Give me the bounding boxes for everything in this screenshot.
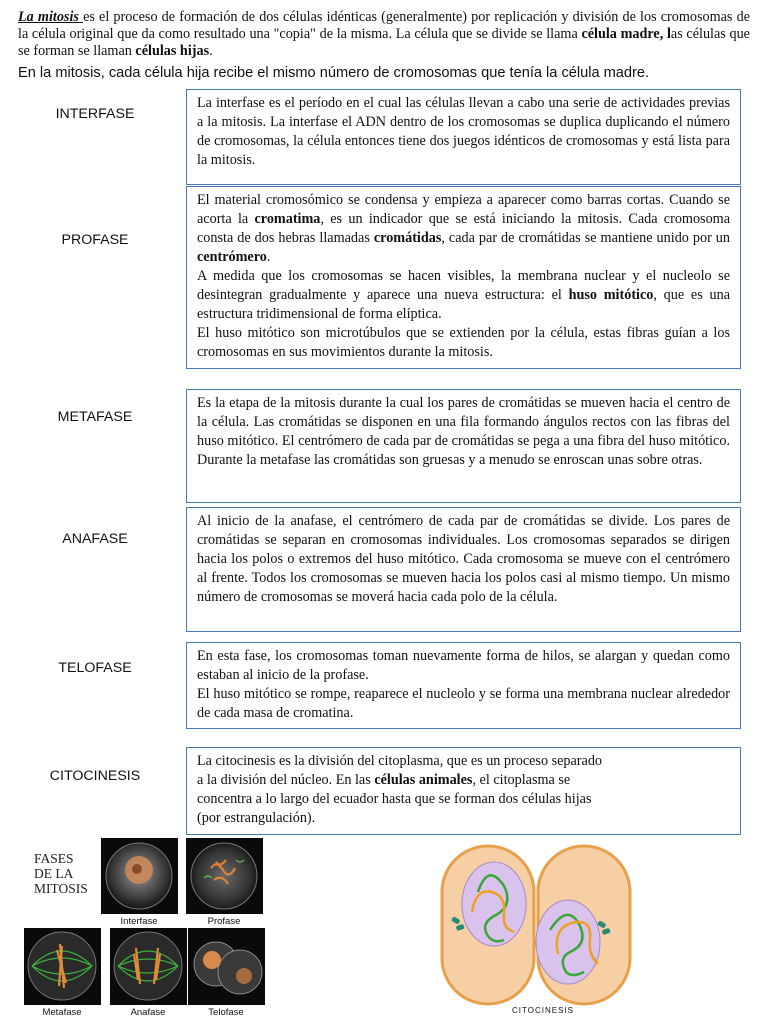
- cytokinesis-caption: CITOCINESIS: [512, 1006, 574, 1015]
- micrograph-telofase: [188, 928, 265, 1005]
- caption-profase: Profase: [207, 916, 241, 927]
- profase-bold-centromero: centrómero: [197, 249, 267, 265]
- profase-text-1: El material cromosómico se condensa y empieza a aparecer como barras cortas. Cuando se acorta la: [197, 192, 730, 227]
- citocinesis-text-2c: , el citoplasma se: [472, 772, 571, 788]
- telofase-para-2: El huso mitótico se rompe, reaparece el nucleolo y se forma una membrana nuclear alrededor de cada masa de cromatina.: [197, 686, 730, 721]
- citocinesis-line-4: (por estrangulación).: [197, 810, 316, 826]
- label-telofase: TELOFASE: [58, 660, 132, 676]
- box-telofase: [186, 642, 741, 729]
- profase-bold-cromatima: cromatima: [254, 211, 321, 227]
- box-citocinesis: [186, 747, 741, 835]
- micrograph-title: [34, 851, 88, 896]
- micrograph-metafase: [24, 928, 101, 1005]
- intro-bold-madre: célula madre, l: [581, 26, 671, 42]
- box-anafase: [186, 507, 741, 632]
- micrograph-profase: [186, 838, 263, 914]
- interfase-text: La interfase es el período en el cual las células llevan a cabo una serie de actividades previas a la mitosis. La interfase el ADN dentro de los cromosomas se duplica duplicando el número de cromosomas, la célula entonces tiene dos juegos idénticos de cromosomas y está lista para la mitosis.: [197, 95, 730, 168]
- cytokinesis-diagram: [438, 842, 638, 1008]
- micro-title-line-1: FASES: [34, 851, 74, 866]
- telofase-para-1: En esta fase, los cromosomas toman nuevamente forma de hilos, se alargan y quedan como estaban al inicio de la profase.: [197, 648, 730, 683]
- micro-title-line-3: MITOSIS: [34, 881, 88, 896]
- profase-text-4: .: [266, 249, 271, 265]
- label-anafase: ANAFASE: [62, 531, 128, 547]
- intro-line-2: En la mitosis, cada célula hija recibe el mismo número de cromosomas que tenía la célula madre.: [18, 65, 650, 81]
- micro-title-line-2: DE LA: [34, 866, 74, 881]
- profase-text-3: , cada par de cromátidas se mantiene unido por un: [441, 230, 730, 246]
- caption-metafase: Metafase: [42, 1007, 82, 1018]
- profase-para-1: [197, 191, 730, 267]
- label-interfase: INTERFASE: [55, 106, 135, 122]
- profase-bold-huso: huso mitótico: [568, 287, 654, 303]
- citocinesis-line-3: concentra a lo largo del ecuador hasta que se forman dos células hijas: [197, 791, 592, 807]
- profase-bold-cromatidas: cromátidas: [373, 230, 442, 246]
- caption-telofase: Telofase: [208, 1007, 244, 1018]
- profase-para-3: El huso mitótico son microtúbulos que se extienden por la célula, estas fibras guían a los cromosomas en sus movimientos durante la mitosis.: [197, 325, 730, 360]
- intro-bold-hijas: células hijas: [135, 43, 210, 59]
- box-profase: [186, 186, 741, 369]
- intro-text-1: es el proceso de formación de dos células idénticas (generalmente) por replicación y división de los cromosomas de la célula original que da como resultado una "copia" de la misma. La célula que se divide se llama: [18, 9, 750, 42]
- citocinesis-bold-animales: células animales: [374, 772, 473, 788]
- label-metafase: METAFASE: [57, 409, 133, 425]
- caption-anafase: Anafase: [130, 1007, 166, 1018]
- intro-term: La mitosis: [18, 9, 84, 25]
- citocinesis-text-2a: a la división del núcleo. En las: [197, 772, 375, 788]
- label-profase: PROFASE: [61, 232, 129, 248]
- profase-text-6: , que es una estructura tridimensional de forma elíptica.: [197, 287, 730, 322]
- label-citocinesis: CITOCINESIS: [49, 768, 141, 784]
- anafase-text: Al inicio de la anafase, el centrómero de cada par de cromátidas se divide. Los pares de cromátidas se separan en cromosomas individuales. Los cromosomas separados se dirigen hacia los polos o extremos del huso mitótico. Cada cromosoma se mueve con el centrómero al frente. Todos los cromosomas se mueven hacia los polos casi al mismo tiempo. Un mismo número de cromosomas se moverá hacia cada polo de la célula.: [197, 513, 730, 605]
- micrograph-anafase: [110, 928, 187, 1005]
- intro-text-2: as células que se forman se llaman: [18, 26, 750, 59]
- citocinesis-line-2: [197, 771, 730, 790]
- profase-text-5: A medida que los cromosomas se hacen visibles, la membrana nuclear y el nucleolo se desintegran gradualmente y aparece una nueva estructura: el: [197, 268, 730, 303]
- intro-text-3: .: [209, 43, 213, 59]
- nucleus-left: [462, 862, 526, 946]
- citocinesis-line-1: La citocinesis es la división del citoplasma, que es un proceso separado: [197, 753, 603, 769]
- profase-para-2: [197, 267, 730, 324]
- intro-paragraph: [18, 9, 750, 60]
- box-metafase: [186, 389, 741, 503]
- metafase-text: Es la etapa de la mitosis durante la cual los pares de cromátidas se mueven hacia el centro de la célula. Las cromátidas se disponen en una fila formando ángulos rectos con las fibras del huso mitótico. El centrómero de cada par de cromátidas se pega a una fibra del huso mitótico. Durante la metafase las cromátidas son gruesas y a menudo se enroscan unas sobre otras.: [197, 395, 730, 468]
- profase-text-2: , es un indicador que se está iniciando la mitosis. Cada cromosoma consta de dos hebras llamadas: [197, 211, 731, 246]
- box-interfase: [186, 89, 741, 185]
- caption-interfase: Interfase: [120, 916, 158, 927]
- micrograph-interfase: [101, 838, 178, 914]
